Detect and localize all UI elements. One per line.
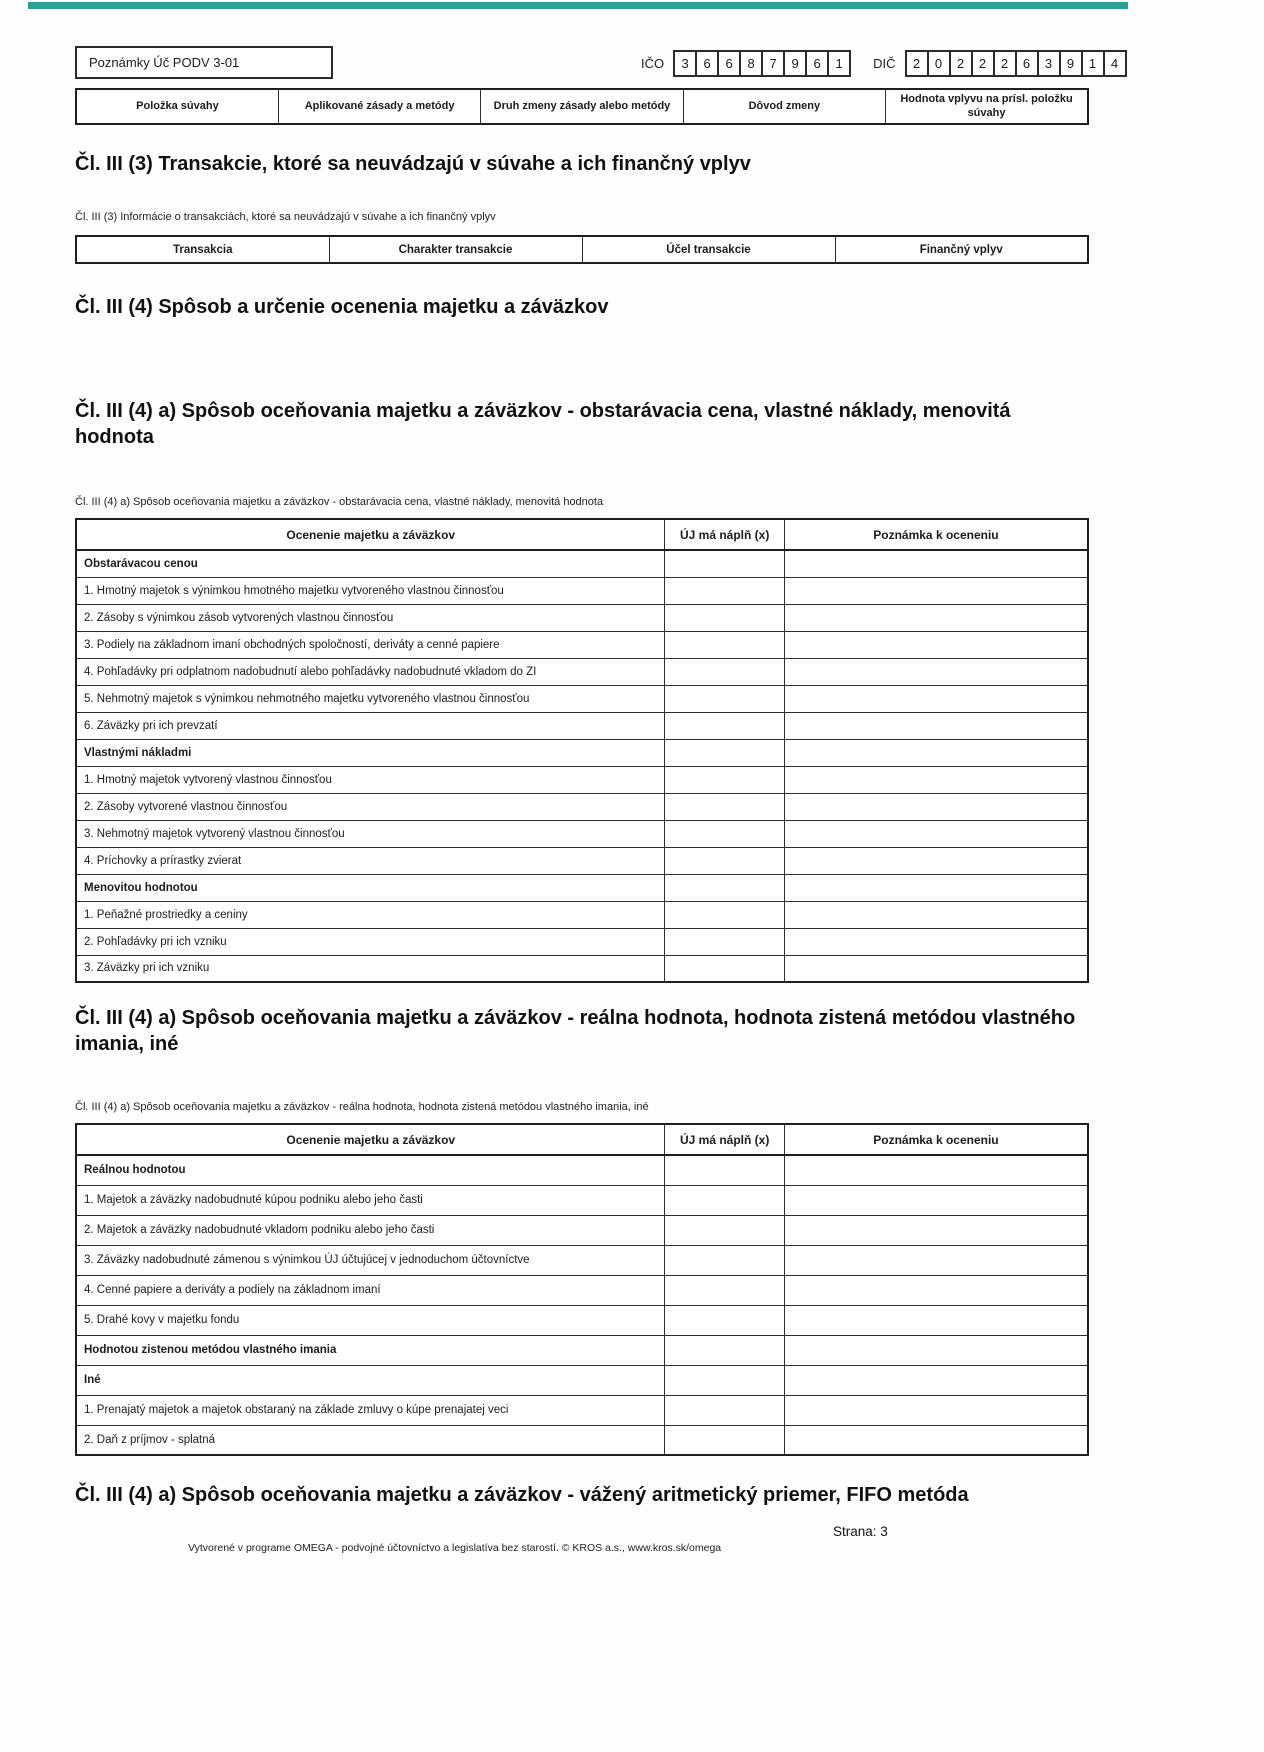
digit-box: 6 — [1015, 50, 1039, 77]
row-label: 2. Pohľadávky pri ich vzniku — [76, 928, 665, 955]
uj-ma-napln-cell — [665, 1425, 784, 1455]
id-numbers-row — [641, 50, 1127, 77]
section-4a-cost-caption: Čl. III (4) a) Spôsob oceňovania majetku a záväzkov - obstarávacia cena, vlastné náklady, menovitá hodnota — [75, 496, 604, 508]
poznamka-cell — [784, 766, 1088, 793]
poznamka-cell — [784, 685, 1088, 712]
col-header: Aplikované zásady a metódy — [278, 89, 480, 124]
poznamka-cell — [784, 1365, 1088, 1395]
table-header-row — [76, 236, 1088, 263]
table-row — [76, 820, 1088, 847]
table-row — [76, 1395, 1088, 1425]
row-label: 6. Záväzky pri ich prevzatí — [76, 712, 665, 739]
row-label: 5. Nehmotný majetok s výnimkou nehmotného majetku vytvoreného vlastnou činnosťou — [76, 685, 665, 712]
poznamka-cell — [784, 847, 1088, 874]
digit-box: 9 — [783, 50, 807, 77]
digit-box: 6 — [805, 50, 829, 77]
poznamka-cell — [784, 712, 1088, 739]
col-header: ÚJ má náplň (x) — [665, 1124, 784, 1155]
poznamka-cell — [784, 550, 1088, 577]
col-header: Druh zmeny zásady alebo metódy — [481, 89, 683, 124]
table-header-row — [76, 1124, 1088, 1155]
row-label: Vlastnými nákladmi — [76, 739, 665, 766]
digit-box: 6 — [695, 50, 719, 77]
uj-ma-napln-cell — [665, 1275, 784, 1305]
page-header — [75, 44, 1264, 90]
digit-box: 4 — [1103, 50, 1127, 77]
row-label: 2. Majetok a záväzky nadobudnuté vkladom podniku alebo jeho časti — [76, 1215, 665, 1245]
transactions-table — [75, 235, 1089, 264]
col-header: Dôvod zmeny — [683, 89, 885, 124]
uj-ma-napln-cell — [665, 1305, 784, 1335]
poznamka-cell — [784, 793, 1088, 820]
table-row — [76, 1335, 1088, 1365]
uj-ma-napln-cell — [665, 1335, 784, 1365]
poznamka-cell — [784, 1395, 1088, 1425]
digit-box: 3 — [1037, 50, 1061, 77]
ico-digit-boxes — [675, 50, 851, 77]
col-header: Charakter transakcie — [329, 236, 582, 263]
row-label: 4. Príchovky a prírastky zvierat — [76, 847, 665, 874]
table-row — [76, 604, 1088, 631]
uj-ma-napln-cell — [665, 928, 784, 955]
uj-ma-napln-cell — [665, 955, 784, 982]
table-row — [76, 793, 1088, 820]
row-label: Obstarávacou cenou — [76, 550, 665, 577]
row-label: 1. Hmotný majetok vytvorený vlastnou činnosťou — [76, 766, 665, 793]
row-label: 4. Pohľadávky pri odplatnom nadobudnutí alebo pohľadávky nadobudnuté vkladom do ZI — [76, 658, 665, 685]
col-header: Hodnota vplyvu na prísl. položku súvahy — [886, 89, 1088, 124]
digit-box: 1 — [1081, 50, 1105, 77]
table-row — [76, 901, 1088, 928]
footer-credit: Vytvorené v programe OMEGA - podvojné účtovníctvo a legislatíva bez starostí. © KROS a.s., www.kros.sk/omega — [188, 1542, 722, 1554]
table-row — [76, 658, 1088, 685]
row-label: 3. Podiely na základnom imaní obchodných spoločností, deriváty a cenné papiere — [76, 631, 665, 658]
poznamka-cell — [784, 658, 1088, 685]
row-label: 2. Zásoby s výnimkou zásob vytvorených vlastnou činnosťou — [76, 604, 665, 631]
uj-ma-napln-cell — [665, 550, 784, 577]
uj-ma-napln-cell — [665, 577, 784, 604]
digit-box: 7 — [761, 50, 785, 77]
uj-ma-napln-cell — [665, 793, 784, 820]
row-label: 3. Nehmotný majetok vytvorený vlastnou činnosťou — [76, 820, 665, 847]
section-3-caption: Čl. III (3) Informácie o transakciách, ktoré sa neuvádzajú v súvahe a ich finančný vplyv — [75, 211, 496, 223]
row-label: 1. Majetok a záväzky nadobudnuté kúpou podniku alebo jeho časti — [76, 1185, 665, 1215]
row-label: Iné — [76, 1365, 665, 1395]
col-header: ÚJ má náplň (x) — [665, 519, 784, 550]
uj-ma-napln-cell — [665, 631, 784, 658]
section-4a-fifo-title: Čl. III (4) a) Spôsob oceňovania majetku a záväzkov - vážený aritmetický priemer, FIFO metóda — [75, 1484, 969, 1506]
table-row — [76, 766, 1088, 793]
col-header: Ocenenie majetku a záväzkov — [76, 1124, 665, 1155]
col-header: Poznámka k oceneniu — [784, 519, 1088, 550]
row-label: 3. Záväzky pri ich vzniku — [76, 955, 665, 982]
page-number: Strana: 3 — [833, 1524, 888, 1539]
row-label: 4. Cenné papiere a deriváty a podiely na základnom imaní — [76, 1275, 665, 1305]
digit-box: 2 — [949, 50, 973, 77]
table-row — [76, 577, 1088, 604]
uj-ma-napln-cell — [665, 1155, 784, 1185]
dic-label: DIČ — [873, 56, 896, 71]
digit-box: 2 — [993, 50, 1017, 77]
table-row — [76, 1245, 1088, 1275]
poznamka-cell — [784, 739, 1088, 766]
table-row — [76, 1425, 1088, 1455]
row-label: 2. Zásoby vytvorené vlastnou činnosťou — [76, 793, 665, 820]
row-label: Hodnotou zistenou metódou vlastného imania — [76, 1335, 665, 1365]
poznamka-cell — [784, 631, 1088, 658]
uj-ma-napln-cell — [665, 739, 784, 766]
poznamka-cell — [784, 577, 1088, 604]
page-footer — [75, 1522, 1089, 1572]
uj-ma-napln-cell — [665, 1215, 784, 1245]
uj-ma-napln-cell — [665, 1365, 784, 1395]
section-3-title: Čl. III (3) Transakcie, ktoré sa neuvádzajú v súvahe a ich finančný vplyv — [75, 153, 751, 175]
row-label: 5. Drahé kovy v majetku fondu — [76, 1305, 665, 1335]
table-header-row — [76, 89, 1088, 124]
row-label: 2. Daň z príjmov - splatná — [76, 1425, 665, 1455]
valuation-cost-table — [75, 518, 1089, 983]
digit-box: 9 — [1059, 50, 1083, 77]
digit-box: 8 — [739, 50, 763, 77]
table-row — [76, 1215, 1088, 1245]
table-row — [76, 1305, 1088, 1335]
col-header: Účel transakcie — [582, 236, 835, 263]
table-row — [76, 712, 1088, 739]
row-label: 1. Prenajatý majetok a majetok obstaraný na základe zmluvy o kúpe prenajatej veci — [76, 1395, 665, 1425]
poznamka-cell — [784, 604, 1088, 631]
table-row — [76, 631, 1088, 658]
digit-box: 1 — [827, 50, 851, 77]
col-header: Ocenenie majetku a záväzkov — [76, 519, 665, 550]
row-label: 1. Hmotný majetok s výnimkou hmotného majetku vytvoreného vlastnou činnosťou — [76, 577, 665, 604]
table-row — [76, 955, 1088, 982]
dic-digit-boxes — [907, 50, 1127, 77]
table-row — [76, 847, 1088, 874]
table-row — [76, 874, 1088, 901]
change-of-principles-table — [75, 88, 1089, 125]
poznamka-cell — [784, 1275, 1088, 1305]
valuation-fair-table — [75, 1123, 1089, 1456]
uj-ma-napln-cell — [665, 820, 784, 847]
poznamka-cell — [784, 901, 1088, 928]
poznamka-cell — [784, 874, 1088, 901]
form-id-box — [75, 46, 333, 79]
digit-box: 3 — [673, 50, 697, 77]
scan-artifact-bar — [28, 2, 1128, 9]
section-4a-fair-caption: Čl. III (4) a) Spôsob oceňovania majetku a záväzkov - reálna hodnota, hodnota zistená metódou vlastného imania, iné — [75, 1101, 649, 1113]
section-4a-fair-title: Čl. III (4) a) Spôsob oceňovania majetku a záväzkov - reálna hodnota, hodnota zistená metódou vlastného imania, iné — [75, 1007, 1076, 1055]
section-4a-cost-title: Čl. III (4) a) Spôsob oceňovania majetku a záväzkov - obstarávacia cena, vlastné náklady, menovitá hodnota — [75, 400, 1011, 448]
uj-ma-napln-cell — [665, 1245, 784, 1275]
ico-label: IČO — [641, 56, 665, 71]
table-row — [76, 739, 1088, 766]
poznamka-cell — [784, 1305, 1088, 1335]
uj-ma-napln-cell — [665, 847, 784, 874]
uj-ma-napln-cell — [665, 685, 784, 712]
poznamka-cell — [784, 955, 1088, 982]
uj-ma-napln-cell — [665, 874, 784, 901]
row-label: 1. Peňažné prostriedky a ceniny — [76, 901, 665, 928]
uj-ma-napln-cell — [665, 712, 784, 739]
poznamka-cell — [784, 1425, 1088, 1455]
poznamka-cell — [784, 1185, 1088, 1215]
col-header: Finančný vplyv — [835, 236, 1088, 263]
poznamka-cell — [784, 928, 1088, 955]
uj-ma-napln-cell — [665, 604, 784, 631]
table-row — [76, 1155, 1088, 1185]
table-row — [76, 685, 1088, 712]
digit-box: 2 — [905, 50, 929, 77]
digit-box: 2 — [971, 50, 995, 77]
table-header-row — [76, 519, 1088, 550]
page-content — [75, 88, 1089, 1572]
poznamka-cell — [784, 1155, 1088, 1185]
row-label: 3. Záväzky nadobudnuté zámenou s výnimkou ÚJ účtujúcej v jednoduchom účtovníctve — [76, 1245, 665, 1275]
poznamka-cell — [784, 820, 1088, 847]
digit-box: 0 — [927, 50, 951, 77]
col-header: Transakcia — [76, 236, 329, 263]
digit-box: 6 — [717, 50, 741, 77]
row-label: Menovitou hodnotou — [76, 874, 665, 901]
poznamka-cell — [784, 1245, 1088, 1275]
table-row — [76, 550, 1088, 577]
table-row — [76, 1185, 1088, 1215]
row-label: Reálnou hodnotou — [76, 1155, 665, 1185]
section-4-title: Čl. III (4) Spôsob a určenie ocenenia majetku a záväzkov — [75, 296, 609, 318]
uj-ma-napln-cell — [665, 1395, 784, 1425]
poznamka-cell — [784, 1335, 1088, 1365]
uj-ma-napln-cell — [665, 1185, 784, 1215]
uj-ma-napln-cell — [665, 766, 784, 793]
uj-ma-napln-cell — [665, 901, 784, 928]
col-header: Poznámka k oceneniu — [784, 1124, 1088, 1155]
uj-ma-napln-cell — [665, 658, 784, 685]
form-id-label: Poznámky Úč PODV 3-01 — [89, 55, 240, 70]
poznamka-cell — [784, 1215, 1088, 1245]
table-row — [76, 1365, 1088, 1395]
table-row — [76, 928, 1088, 955]
col-header: Položka súvahy — [76, 89, 278, 124]
table-row — [76, 1275, 1088, 1305]
